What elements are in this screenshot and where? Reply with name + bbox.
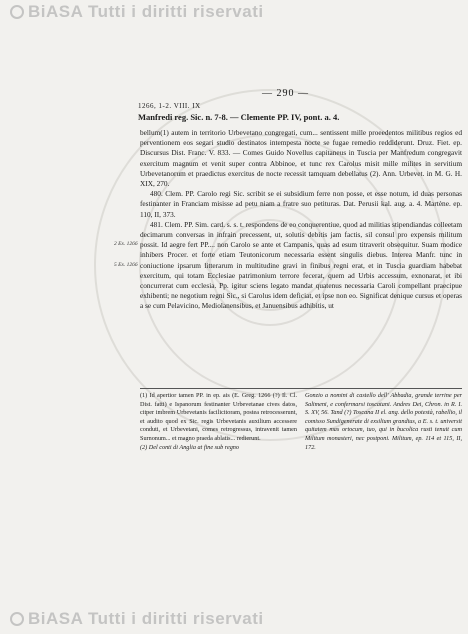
margin-note: 5 Ex. 1266: [114, 262, 138, 268]
footnote: (1) Id apertior tamen PP. in ep. ais (E. Greg. 1266 (?) Il. Cl. Dist. fatti) e Ispanorum festinanter Urbevetanae cives datos, citper imbrem Urbevetanis facilicitoram, postea retrocesserunt, et audito quod ex Sic. regis Urbevetanis auxilium accessere conduti, et Urbevetani, comes retrogressus, intravenit tamen Surnonum... et magno praeda ablatis... redierunt.: [140, 392, 297, 442]
body-text: [140, 128, 462, 312]
footnote: (2) Del conti di Anglia at fine sub regno: [140, 443, 239, 451]
copyright-icon: [10, 612, 24, 626]
margin-note: 2 Ex. 1266: [114, 241, 138, 247]
footnotes: [140, 392, 462, 452]
paragraph: 481. Clem. PP. Sim. card. s. s. t. respondens de eo conquerentiue, quod ad militias stipendiandas colleetam decimarum conversas in infrain precessent, ut, solutis debitis jam factis, sil consul pro expensis militum possit. Id aegre fert PP.... non Carolo se ante et Campanis, quas ad esum titraverit obsequitur. Suam modice inhibers Procer. et forte etiam Teutonicorum necessaria essent singulis diebus. Interea Manfr. tunc in coniuctione ipsarum litterarum in multitudine gravi in finibus regni erat, et in Tuscia guardiam habebat exercitum, qui totam Ecclesiae patrimonium terrore fecerat, quem ad Urbis accessum, exnonarat, et ibi concurrerat cum ecclesia. Pp. igitur sciens legato mandat quatenus necessaria Caroli compellant praecipue exhibenti; ne negotium regni Sic., si Carolus idem deficiat, et ipse non eo. Significat denique cursus et operas a se cum Pelavicino, Mediolanensibus, et Januensibus adhibitis, ut: [140, 219, 462, 311]
running-head-title: Manfredi reg. Sic. n. 7-8. — Clemente PP. IV, pont. a. 4.: [138, 112, 340, 122]
footnote-column-right: [305, 392, 462, 452]
watermark-bottom: BiASA Tutti i diritti riservati: [10, 609, 264, 629]
watermark-top: BiASA Tutti i diritti riservati: [10, 2, 264, 22]
footnote-column-left: [140, 392, 297, 452]
paragraph: bellum(1) autem in territorio Urbevetano congregati, cum... sentissent mille proeedentos militibus regios ed perventionem eos segari studio destinatos intempesta nocte se fugae remedio reddiderunt. Druz. Fiet. ep. Discursus Dist. Franc. V. 833. — Comes Guido Novellus capitaneus in Tuscia per Manfredum congregavit exercitum magnum et venit super contra Abbinoe, et tunc rex Carolus misit mille milites in servitium Urbevetanorum et praedictus exercitus de nocte recessit tamquam debellatus (2). Ann. Urbevet. in M. G. H. XIX, 270.: [140, 128, 462, 189]
paragraph: 480. Clem. PP. Carolo regi Sic. scribit se ei subsidium ferre non posse, et esse notum, id duas personas festinanter in Franciam misisse ad petu niam a fratre suo petituras. Dat. Perusii kal. aug. a. 4. Martène. ep. 110, II, 373.: [140, 189, 462, 219]
footnote-divider: [140, 388, 462, 389]
footnote: Gonzio a nomini di castello dell' Abbadia, grande terrine per Salimeni, e confermarsi toscatani. Andres Dei, Chron. in R. I. S. XV, 56. Tand (?) Toscana II el. ang. dello potestà, rabellio, il comisso Sundigenerate di exsilium grandius, a E. s. t. universit quitatem mas ortocum, tuo, qui in bucolica rusti tenuit cum Militum monasteri, nec postponi. Militum, ep. 114 et 115, II, 172.: [305, 392, 462, 451]
page-number: — 290 —: [262, 88, 309, 99]
running-head-date: 1266, 1-2. VIII. IX: [138, 102, 201, 110]
